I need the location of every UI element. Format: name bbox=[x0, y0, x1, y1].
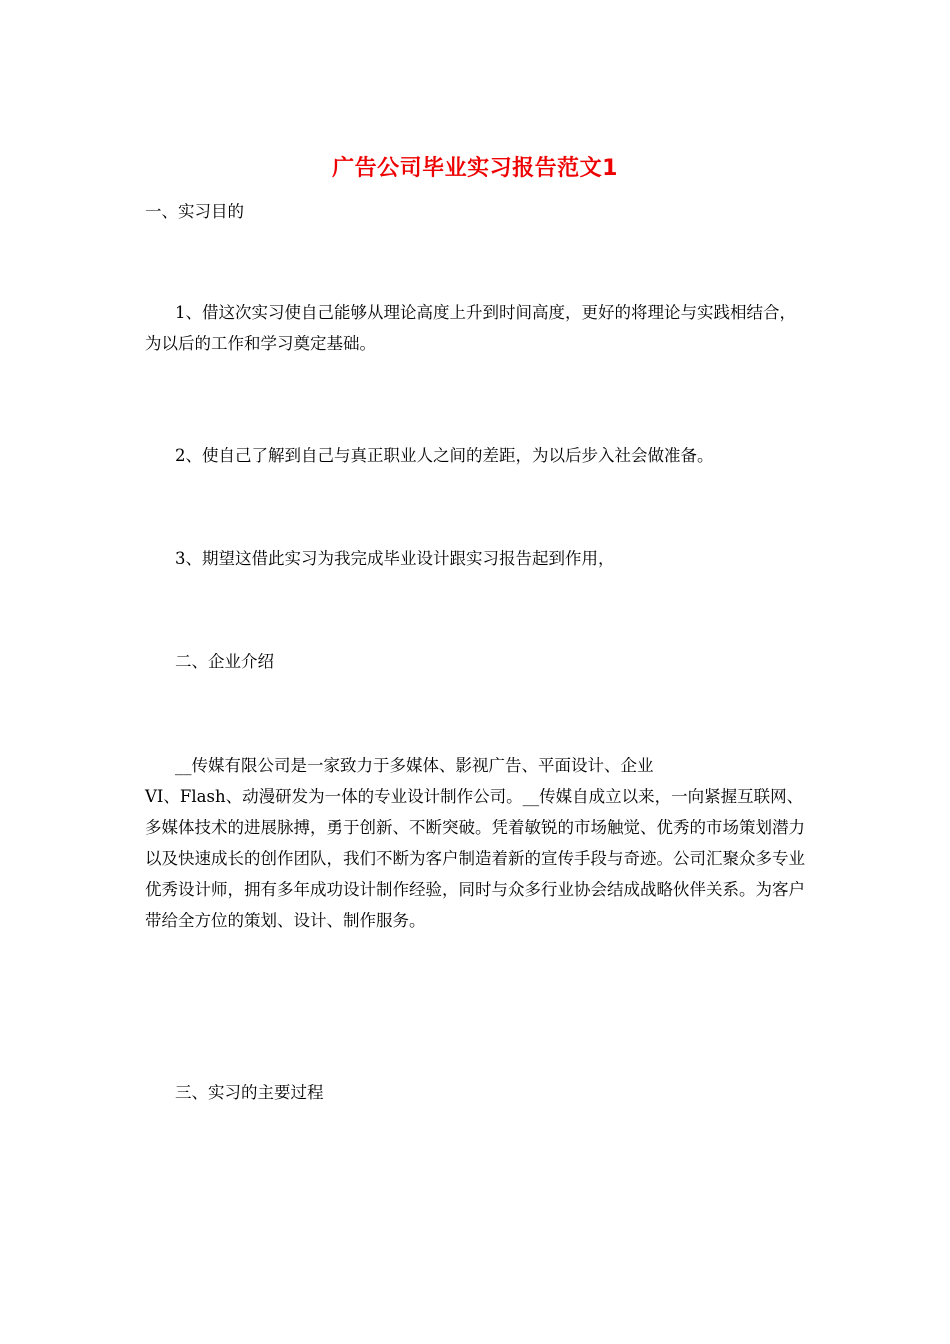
document-title: 广告公司毕业实习报告范文1 bbox=[332, 156, 618, 181]
paragraph-company-intro-body: VI、Flash、动漫研发为一体的专业设计制作公司。__传媒自成立以来，一向紧握互联网、多媒体技术的进展脉搏，勇于创新、不断突破。凭着敏锐的市场触觉、优秀的市场策划潜力以及快速成长的创作团队，我们不断为客户制造着新的宣传手段与奇迹。公司汇聚众多专业优秀设计师，拥有多年成功设计制作经验，同时与众多行业协会结成战略伙伴关系。为客户带给全方位的策划、设计、制作服务。 bbox=[145, 787, 805, 930]
paragraph-purpose-3: 3、期望这借此实习为我完成毕业设计跟实习报告起到作用， bbox=[175, 549, 615, 568]
section-heading-process: 三、实习的主要过程 bbox=[175, 1083, 324, 1102]
paragraph-company-intro bbox=[145, 750, 810, 936]
paragraph-purpose-2: 2、使自己了解到自己与真正职业人之间的差距，为以后步入社会做准备。 bbox=[175, 446, 714, 465]
paragraph-company-intro-line1: __传媒有限公司是一家致力于多媒体、影视广告、平面设计、企业 bbox=[175, 756, 654, 775]
section-heading-company: 二、企业介绍 bbox=[175, 652, 274, 671]
section-heading-purpose: 一、实习目的 bbox=[145, 202, 244, 221]
paragraph-purpose-1: 1、借这次实习使自己能够从理论高度上升到时间高度，更好的将理论与实践相结合，为以后的工作和学习奠定基础。 bbox=[145, 303, 796, 353]
